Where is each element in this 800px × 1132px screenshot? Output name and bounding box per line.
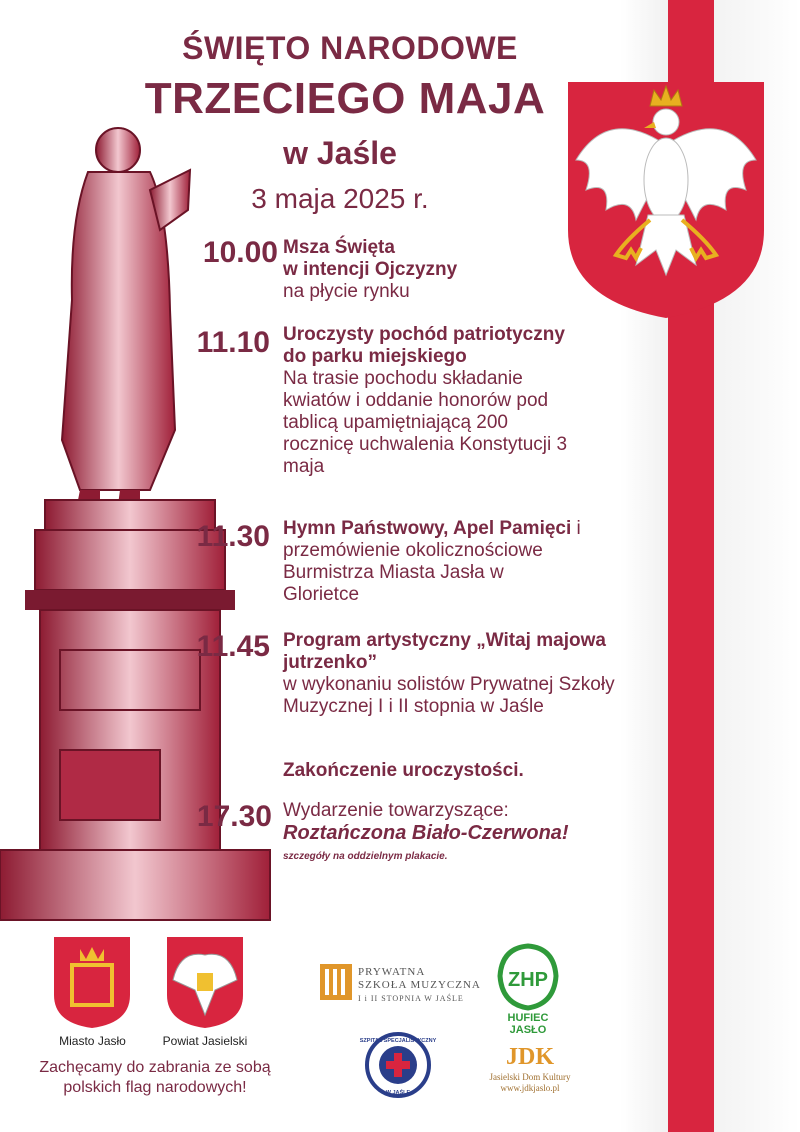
county-caption: Powiat Jasielski [162, 1034, 248, 1048]
program-time-1: 10.00 [202, 236, 278, 269]
program-item-3-desc: i przemówienie okolicznościowe Burmistrza Miasta Jasła w Glorietce [283, 518, 581, 605]
program-item-2-desc: Na trasie pochodu składanie kwiatów i oddanie honorów pod tablicą upamiętniającą 200 rocznicę uchwalenia Konstytucji 3 maja [283, 368, 568, 477]
music-school-name [358, 966, 481, 1005]
hospital-top-text: SZPITAL SPECJALISTYCZNY [359, 1038, 437, 1044]
event-date: 3 maja 2025 r. [251, 183, 429, 214]
program-item-4-title: Program artystyczny „Witaj majowa jutrzenko” [283, 630, 606, 673]
city-caption: Miasto Jasło [59, 1034, 126, 1048]
music-school-name-line-3: I i II STOPNIA W JAŚLE [358, 994, 464, 1003]
jdk-mark-text: JDK [506, 1044, 554, 1070]
program-time-4: 11.45 [196, 630, 270, 663]
title-line-1: ŚWIĘTO NARODOWE [182, 30, 518, 66]
side-event-label: Wydarzenie towarzyszące: [283, 800, 509, 821]
city-jaslo-coat-of-arms [52, 935, 132, 1030]
county-jasielski-coat-of-arms [165, 935, 245, 1030]
jdk-logo [490, 1040, 570, 1070]
zhp-scouts-logo [490, 942, 566, 1012]
program-time-2: 11.10 [196, 326, 270, 359]
music-school-name-line-2: SZKOŁA MUZYCZNA [358, 979, 481, 991]
jdk-name: Jasielski Dom Kultury [489, 1072, 571, 1082]
program-item-3-title: Hymn Państwowy, Apel Pamięci [283, 518, 572, 539]
program-item-4 [283, 630, 628, 718]
hospital-bottom-text: W JAŚLE [385, 1090, 411, 1096]
side-event [283, 800, 643, 868]
hufiec-name: HUFIEC JASŁO [507, 1012, 549, 1036]
side-event-note: szczegóły na oddzielnym plakacie. [283, 851, 448, 862]
jdk-url: www.jdkjaslo.pl [500, 1083, 560, 1093]
title-line-3: w Jaśle [283, 135, 397, 171]
side-event-time: 17.30 [196, 800, 272, 833]
side-event-title: Roztańczona Biało-Czerwona! [283, 822, 569, 844]
title-line-2: TRZECIEGO MAJA [144, 74, 546, 123]
jdk-caption [480, 1072, 580, 1094]
music-school-logo [320, 964, 352, 1000]
program-item-4-desc: w wykonaniu solistów Prywatnej Szkoły Muzycznej I i II stopnia w Jaśle [283, 674, 615, 717]
program-item-2-title: Uroczysty pochód patriotyczny do parku miejskiego [283, 324, 565, 367]
zhp-mark-text: ZHP [508, 969, 548, 991]
music-school-name-line-1: PRYWATNA [358, 966, 426, 978]
closing-text: Zakończenie uroczystości. [283, 760, 524, 781]
hospital-logo [359, 1032, 437, 1098]
kosciuszko-statue-illustration [0, 110, 270, 920]
program-item-1 [283, 237, 663, 303]
program-item-2 [283, 324, 583, 478]
encourage-text: Zachęcamy do zabrania ze sobą polskich flag narodowych! [39, 1059, 271, 1096]
program-item-3 [283, 518, 583, 606]
program-item-1-desc: na płycie rynku [283, 281, 410, 302]
program-item-1-title: Msza Święta w intencji Ojczyzny [283, 237, 458, 280]
program-time-3: 11.30 [196, 520, 270, 553]
